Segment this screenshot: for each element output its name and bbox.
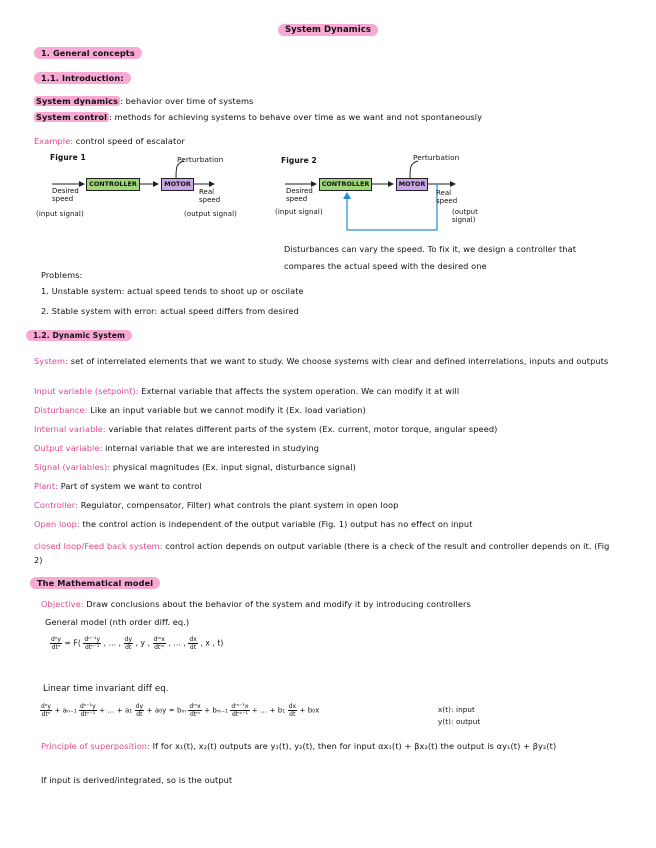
definition-text: set of interrelated elements that we want to study. We choose systems with clear and defined interrelations, inputs and outputs — [70, 356, 609, 366]
fraction: $\frac{\text{dⁿy}}{\text{dtⁿ}}$ — [41, 703, 52, 718]
problem-text: : actual speed tends to shoot up or oscilate — [121, 286, 304, 296]
perturbation-label: Perturbation — [177, 155, 224, 164]
motor-block: MOTOR — [396, 178, 428, 191]
definition-text: Like an input variable but we cannot modify it (Ex. load variation) — [90, 405, 366, 415]
figure-2-label: Figure 2 — [281, 156, 317, 165]
definition-item — [34, 354, 624, 368]
definition-item — [34, 386, 459, 396]
definition-text: Part of system we want to control — [60, 481, 202, 491]
definition-item — [34, 500, 398, 510]
definition-term: Internal variable: — [34, 424, 106, 434]
problem-term: 1. Unstable system — [41, 286, 122, 296]
problem-term: 2. Stable system with error — [41, 306, 155, 316]
perturbation-label: Perturbation — [413, 153, 460, 162]
definition-term: System control — [36, 112, 108, 122]
figure-1-label: Figure 1 — [50, 153, 86, 162]
controller-block: CONTROLLER — [319, 178, 372, 191]
objective-text: Draw conclusions about the behavior of the system and modify it by introducing controllers — [86, 599, 471, 609]
definition-text: control action depends on output variable (there is a check of the result and controller depends on it. (Fig 2) — [34, 541, 610, 565]
definition-term: Controller: — [34, 500, 78, 510]
definition-item — [34, 405, 366, 415]
definition-term: System: — [34, 356, 68, 366]
definition-text: variable that relates different parts of the system (Ex. current, motor torque, angular speed) — [108, 424, 498, 434]
example-text: control speed of escalator — [75, 136, 185, 146]
definition-text: External variable that affects the system operation. We can modify it at will — [141, 386, 460, 396]
math-model-title: The Mathematical model — [30, 577, 160, 589]
section-1-title: 1. General concepts — [34, 47, 142, 59]
general-model-equation: $\frac{\text{dⁿy}}{\text{dtⁿ}}$ = F( $\frac{\text{dⁿ⁻¹y}}{\text{dtⁿ⁻¹}}$ , ... , $\frac{dy}{dt}$ , y , $\frac{\text{dᵐx}}{\text{dtᵐ}}$ , ... , $\frac{dx}{dt}$ , x , t) — [51, 636, 224, 651]
real-speed-label: Real speed — [436, 189, 458, 205]
general-model-label: General model (nth order diff. eq.) — [45, 617, 190, 627]
problems-title: Problems: — [41, 270, 83, 280]
definition-item — [34, 424, 497, 434]
linear-model-title: Linear time invariant diff eq. — [43, 684, 169, 694]
page-title: System Dynamics — [278, 24, 378, 36]
desired-speed-label: Desired speed — [286, 187, 313, 203]
fraction: $\frac{dy}{dt}$ — [135, 703, 144, 718]
definition-text: the control action is independent of the output variable (Fig. 1) output has no effect on input — [82, 519, 473, 529]
subsection-heading — [26, 331, 132, 340]
fraction: $\frac{\text{dⁿ⁻¹y}}{\text{dtⁿ⁻¹}}$ — [80, 703, 96, 718]
definition-text: : methods for achieving systems to behave over time as we want and not spontaneously — [109, 112, 483, 122]
definition-text: internal variable that we are interested in studying — [105, 443, 320, 453]
objective-term: Objective: — [41, 599, 84, 609]
input-signal-label: (input signal) — [275, 208, 323, 216]
definition-text: physical magnitudes (Ex. input signal, disturbance signal) — [112, 462, 356, 472]
fraction: $\frac{\text{dⁿy}}{\text{dtⁿ}}$ — [51, 636, 62, 651]
output-signal-label: (output signal) — [452, 208, 478, 224]
controller-block: CONTROLLER — [86, 178, 140, 191]
definition-term: System dynamics — [36, 96, 119, 106]
closing-note: If input is derived/integrated, so is the output — [41, 775, 233, 785]
fraction: $\frac{dy}{dt}$ — [124, 636, 133, 651]
desired-speed-label: Desired speed — [52, 187, 79, 203]
definition-item — [34, 519, 473, 529]
definition-text: : behavior over time of systems — [120, 96, 254, 106]
disturbance-note: Disturbances can vary the speed. To fix it, we design a controller that compares the actual speed with the desired one — [284, 244, 577, 271]
section-1-2-title: 1.2. Dynamic System — [26, 330, 132, 341]
section-1-1-title: 1.1. Introduction: — [34, 72, 131, 84]
definition-item — [34, 481, 202, 491]
definition-item — [34, 462, 356, 472]
input-signal-label: (input signal) — [36, 210, 84, 218]
fraction: $\frac{\text{dᵐx}}{\text{dtᵐ}}$ — [189, 703, 201, 718]
definition-term: Plant: — [34, 481, 58, 491]
fraction: $\frac{\text{dᵐ⁻¹x}}{\text{dtᵐ⁻¹}}$ — [231, 703, 249, 718]
superposition-text: If for x₁(t), x₂(t) outputs are y₁(t), y₂(t), then for input αx₁(t) + βx₂(t) the output is αy₁(t) + βy₂(t) — [152, 741, 557, 751]
motor-block: MOTOR — [161, 178, 194, 191]
subsection-heading — [30, 578, 160, 588]
problem-text: : actual speed differs from desired — [154, 306, 299, 316]
fraction: $\frac{\text{dᵐx}}{\text{dtᵐ}}$ — [153, 636, 165, 651]
real-speed-label: Real speed — [199, 188, 221, 204]
definition-term: Disturbance: — [34, 405, 88, 415]
definition-term: Output variable: — [34, 443, 103, 453]
fraction: $\frac{\text{dⁿ⁻¹y}}{\text{dtⁿ⁻¹}}$ — [84, 636, 101, 651]
definition-term: closed loop/Feed back system: — [34, 541, 163, 551]
superposition-term: Principle of superposition: — [41, 741, 150, 751]
definition-term: Open loop: — [34, 519, 80, 529]
definition-term: Signal (variables): — [34, 462, 111, 472]
output-signal-label: (output signal) — [184, 210, 237, 218]
example-term: Example: — [34, 136, 74, 146]
output-definition: y(t): output — [438, 717, 481, 726]
linear-model-equation: $\frac{\text{dⁿy}}{\text{dtⁿ}}$ + aₙ₋₁ $\frac{\text{dⁿ⁻¹y}}{\text{dtⁿ⁻¹}}$ + ... + a₁ $\frac{dy}{dt}$ + a₀y = bₘ $\frac{\text{dᵐx}}{\text{dtᵐ}}$ + bₘ₋₁ $\frac{\text{dᵐ⁻¹x}}{\text{dtᵐ⁻¹}}$ + ... + b₁ $\frac{dx}{dt}$ + b₀x — [41, 703, 320, 718]
definition-text: Regulator, compensator, Filter) what controls the plant system in open loop — [80, 500, 399, 510]
problem-item — [41, 306, 299, 316]
definition-term: Input variable (setpoint): — [34, 386, 139, 396]
problem-item — [41, 286, 304, 296]
fraction: $\frac{dx}{dt}$ — [288, 703, 297, 718]
objective-line — [41, 599, 471, 609]
definition-item — [34, 539, 614, 567]
superposition-line — [41, 739, 611, 753]
definition-item — [34, 443, 319, 453]
input-definition: x(t): input — [438, 705, 475, 714]
fraction: $\frac{dx}{dt}$ — [189, 636, 197, 651]
